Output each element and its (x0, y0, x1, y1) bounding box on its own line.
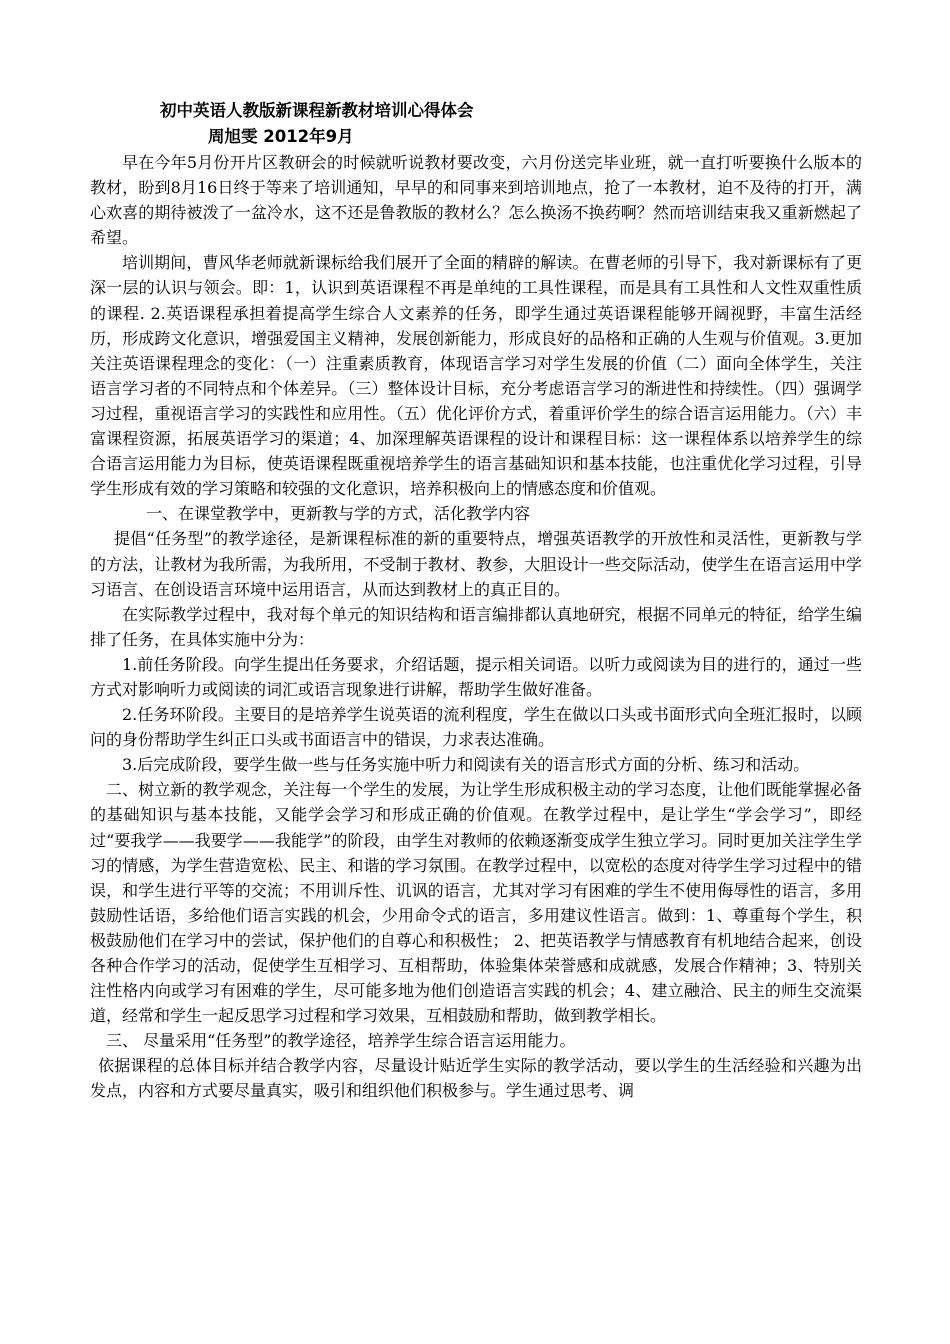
section-heading-1: 一、在课堂教学中，更新教与学的方式，活化教学内容 (146, 504, 531, 524)
paragraph-task-based: 提倡“任务型”的教学途径，是新课程标准的新的重要特点，增强英语教学的开放性和灵活性，更新教与学的方法，让教材为我所需，为我所用，不受制于教材、教参，大胆设计一些交际活动，使学生在语言运用中学习语言、在创设语言环境中运用语言，从而达到教材上的真正目的。 (90, 529, 862, 599)
author-line: 周旭雯 2012年9月 (208, 127, 354, 146)
document-page (90, 90, 862, 1104)
document-title: 初中英语人教版新课程新教材培训心得体会 (160, 101, 474, 120)
list-item-pre-task: 1.前任务阶段。向学生提出任务要求，介绍话题，提示相关词语。以听力或阅读为目的进行的，通过一些方式对影响听力或阅读的词汇或语言现象进行讲解，帮助学生做好准备。 (90, 654, 862, 699)
paragraph-curriculum-goals: 依据课程的总体目标并结合教学内容，尽量设计贴近学生实际的教学活动，要以学生的生活经验和兴趣为出发点，内容和方式要尽量真实，吸引和组织他们积极参与。学生通过思考、调 (90, 1056, 862, 1101)
section-heading-3: 三、 尽量采用“任务型”的教学途径，培养学生综合语言运用能力。 (106, 1031, 576, 1051)
list-item-post-task: 3.后完成阶段，要学生做一些与任务实施中听力和阅读有关的语言形式方面的分析、练习和活动。 (122, 755, 810, 775)
list-item-task-cycle: 2.任务环阶段。主要目的是培养学生说英语的流利程度，学生在做以口头或书面形式向全班汇报时，以顾问的身份帮助学生纠正口头或书面语言中的错误，力求表达准确。 (90, 705, 862, 750)
paragraph-intro: 早在今年5月份开片区教研会的时候就听说教材要改变，六月份送完毕业班，就一直打听要换什么版本的教材，盼到8月16日终于等来了培训通知，早早的和同事来到培训地点，抢了一本教材，迫不及待的打开，满心欢喜的期待被泼了一盆冷水，这不还是鲁教版的教材么？怎么换汤不换药啊？然而培训结束我又重新燃起了希望。 (90, 153, 862, 248)
paragraph-training: 培训期间，曹风华老师就新课标给我们展开了全面的精辟的解读。在曹老师的引导下，我对新课标有了更深一层的认识与领会。即：1，认识到英语课程不再是单纯的工具性课程，而是具有工具性和人文性双重性质的课程. 2.英语课程承担着提高学生综合人文素养的任务，即学生通过英语课程能够开阔视野，丰富生活经历，形成跨文化意识，增强爱国主义精神，发展创新能力，形成良好的品格和正确的人生观与价值观。3.更加关注英语课程理念的变化：（一）注重素质教育，体现语言学习对学生发展的价值（二）面向全体学生，关注语言学习者的不同特点和个体差异。（三）整体设计目标，充分考虑语言学习的渐进性和持续性。（四）强调学习过程，重视语言学习的实践性和应用性。（五）优化评价方式，着重评价学生的综合语言运用能力。（六）丰富课程资源，拓展英语学习的渠道；4、加深理解英语课程的设计和课程目标：这一课程体系以培养学生的综合语言运用能力为目标，使英语课程既重视培养学生的语言基础知识和基本技能，也注重优化学习过程，引导学生形成有效的学习策略和较强的文化意识，培养积极向上的情感态度和价值观。 (90, 253, 862, 499)
section-heading-2-paragraph: 二、树立新的教学观念，关注每一个学生的发展，为让学生形成积极主动的学习态度，让他们既能掌握必备的基础知识与基本技能，又能学会学习和形成正确的价值观。在教学过程中，是让学生“学会学习”，即经过“要我学——我要学——我能学”的阶段，由学生对教师的依赖逐渐变成学生独立学习。同时更加关注学生学习的情感，为学生营造宽松、民主、和谐的学习氛围。在教学过程中，以宽松的态度对待学生学习过程中的错误，和学生进行平等的交流；不用训斥性、讥讽的语言，尤其对学习有困难的学生不使用侮辱性的语言，多用鼓励性话语，多给他们语言实践的机会，少用命令式的语言，多用建议性语言。做到：1、尊重每个学生，积极鼓励他们在学习中的尝试，保护他们的自尊心和积极性； 2、把英语教学与情感教育有机地结合起来，创设各种合作学习的活动，促使学生互相学习、互相帮助，体验集体荣誉感和成就感，发展合作精神；3、特别关注性格内向或学习有困难的学生，尽可能多地为他们创造语言实践的机会；4、建立融洽、民主的师生交流渠道，经常和学生一起反思学习过程和学习效果，互相鼓励和帮助，做到教学相长。 (90, 780, 862, 1026)
paragraph-practice: 在实际教学过程中，我对每个单元的知识结构和语言编排都认真地研究，根据不同单元的特征，给学生编排了任务，在具体实施中分为： (90, 604, 862, 649)
